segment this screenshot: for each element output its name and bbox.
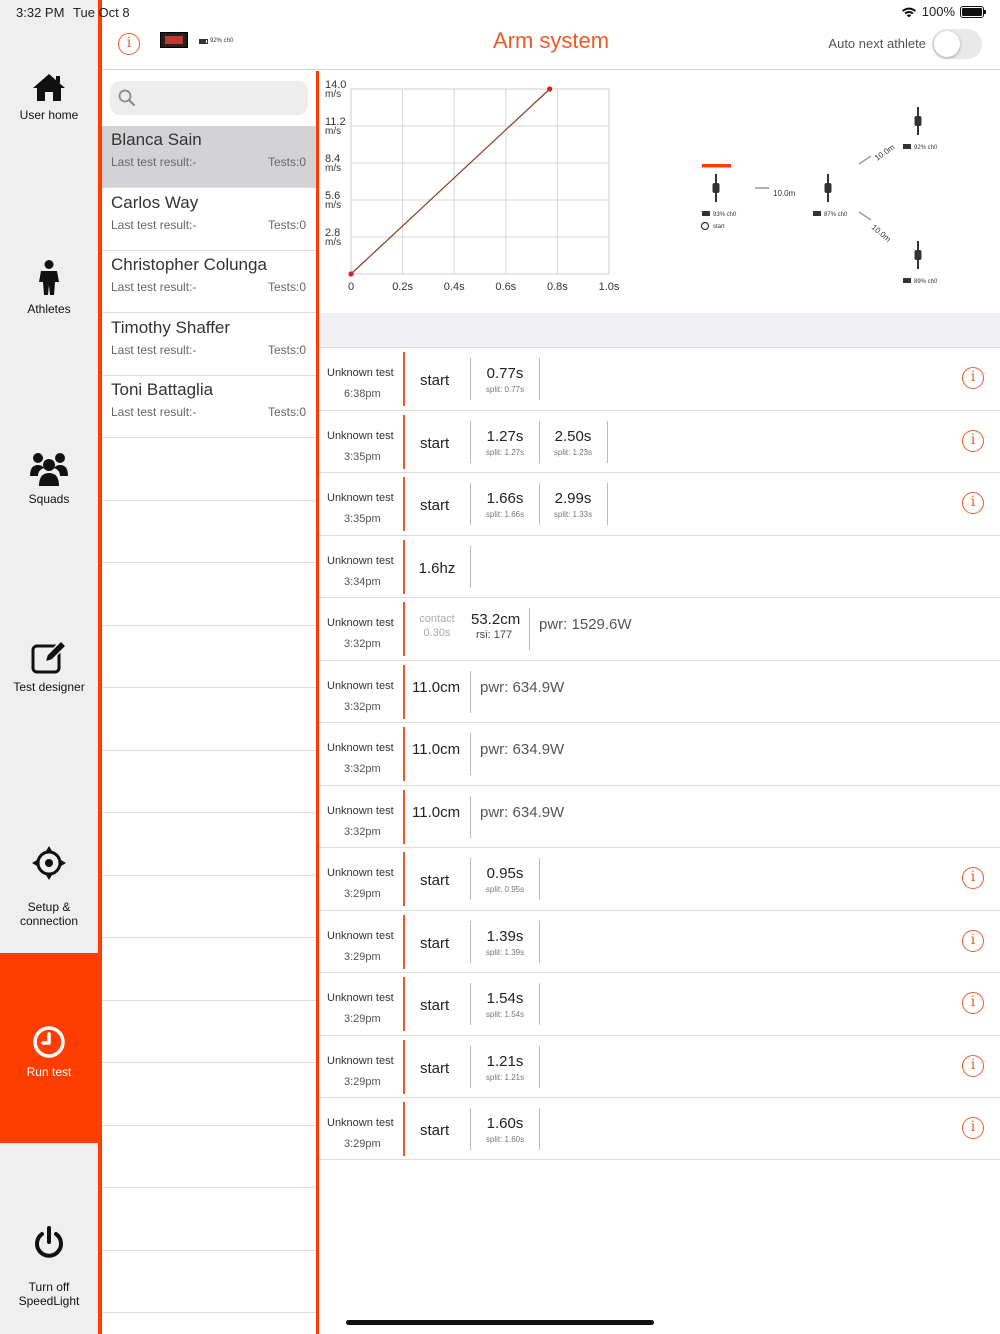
result-row[interactable] xyxy=(319,910,1000,973)
athlete-test-count: Tests:0 xyxy=(267,217,306,232)
athlete-last-result: Last test result:- xyxy=(111,155,197,169)
athlete-row[interactable] xyxy=(102,126,316,188)
result-separator xyxy=(539,1108,540,1150)
home-indicator[interactable] xyxy=(346,1320,654,1325)
result-separator xyxy=(470,546,471,588)
battery-icon xyxy=(903,278,911,283)
result-start-label: start xyxy=(420,497,450,514)
result-row[interactable] xyxy=(319,660,1000,723)
y-tick-unit: m/s xyxy=(325,163,342,174)
result-separator xyxy=(470,671,471,713)
result-separator xyxy=(539,1046,540,1088)
athlete-test-count: Tests:0 xyxy=(267,405,306,419)
result-row[interactable] xyxy=(319,1097,1000,1160)
sidebar-item-user-home[interactable] xyxy=(0,72,98,122)
gate-battery-label: 87% ch0 xyxy=(824,212,848,218)
athlete-test-count: Tests:0 xyxy=(267,342,306,357)
empty-list-row xyxy=(102,876,316,938)
result-test-name: Unknown test xyxy=(327,804,394,817)
result-row[interactable] xyxy=(319,722,1000,785)
result-separator xyxy=(470,358,471,400)
result-split-time: split: 0.95s xyxy=(485,885,525,894)
result-accent-bar xyxy=(403,415,405,469)
result-separator xyxy=(539,983,540,1025)
athlete-row[interactable] xyxy=(102,314,316,376)
crosshair-icon xyxy=(32,846,66,880)
sidebar-item-label: Athletes xyxy=(27,302,71,316)
result-row[interactable] xyxy=(319,347,1000,410)
result-rsi: rsi: 177 xyxy=(476,629,513,641)
wifi-icon xyxy=(901,6,917,18)
result-row[interactable] xyxy=(319,847,1000,910)
result-split-time: split: 1.33s xyxy=(553,510,593,519)
result-time: 3:32pm xyxy=(344,825,381,838)
result-time: 3:32pm xyxy=(344,638,381,650)
result-contact xyxy=(415,612,459,640)
y-tick-value: 5.6 xyxy=(325,190,341,202)
result-start-label: start xyxy=(420,934,450,952)
result-accent-bar xyxy=(403,727,405,781)
distance-label: 10.0m xyxy=(773,189,796,198)
result-separator xyxy=(539,921,540,963)
result-split-time: split: 1.66s xyxy=(485,510,525,519)
result-time: 3:29pm xyxy=(344,1013,381,1025)
distance-line xyxy=(859,212,871,220)
clock-icon xyxy=(32,1025,66,1059)
result-separator xyxy=(470,796,471,838)
battery-icon xyxy=(813,211,821,216)
sidebar-item-label: User home xyxy=(19,108,79,122)
empty-list-row xyxy=(102,1001,316,1063)
y-tick-unit: m/s xyxy=(325,89,342,100)
result-power: pwr: 634.9W xyxy=(480,741,565,758)
empty-list-row xyxy=(102,939,316,1001)
result-accent-bar xyxy=(403,602,405,656)
empty-list-row xyxy=(102,1189,316,1251)
result-start-label: start xyxy=(420,872,450,889)
auto-next-toggle[interactable] xyxy=(932,29,982,59)
gate-start-label: start xyxy=(713,224,725,230)
athlete-last-result: Last test result:- xyxy=(111,217,197,232)
result-accent-bar xyxy=(403,665,405,719)
gate-setup-diagram xyxy=(319,71,1000,313)
result-test-name: Unknown test xyxy=(327,992,394,1004)
result-time: 3:29pm xyxy=(344,950,381,963)
empty-list-row xyxy=(102,564,316,626)
result-separator xyxy=(529,608,530,650)
athlete-row[interactable] xyxy=(102,189,316,251)
result-cumulative-time: 0.95s xyxy=(486,865,524,882)
result-split-time: split: 1.39s xyxy=(485,947,525,957)
result-separator xyxy=(470,921,471,963)
result-separator xyxy=(607,421,608,463)
athlete-name: Christopher Colunga xyxy=(111,255,267,274)
info-icon[interactable]: i xyxy=(118,33,140,55)
athlete-last-result: Last test result:- xyxy=(111,405,197,419)
sidebar-item-run-test[interactable] xyxy=(0,953,98,1143)
athlete-row[interactable] xyxy=(102,376,316,438)
home-icon xyxy=(32,72,66,102)
result-time: 3:32pm xyxy=(344,763,381,775)
result-accent-bar xyxy=(403,852,405,906)
result-info-icon[interactable]: i xyxy=(962,492,984,514)
result-row[interactable] xyxy=(319,472,1000,535)
battery-icon xyxy=(702,211,710,216)
result-separator xyxy=(470,1046,471,1088)
battery-icon xyxy=(903,144,911,149)
result-row[interactable] xyxy=(319,410,1000,473)
result-test-name: Unknown test xyxy=(327,429,394,442)
result-split-time: split: 1.60s xyxy=(485,1135,525,1144)
result-row[interactable] xyxy=(319,597,1000,660)
auto-next-label: Auto next athlete xyxy=(828,36,926,51)
gate-battery-label: 92% ch0 xyxy=(914,145,938,151)
result-separator xyxy=(470,733,471,775)
result-info-icon[interactable]: i xyxy=(962,1055,984,1077)
x-tick-label: 0.8s xyxy=(547,281,568,293)
result-test-name: Unknown test xyxy=(327,492,394,504)
result-height: 11.0cm xyxy=(412,741,461,758)
result-separator xyxy=(470,858,471,900)
result-split-time: split: 0.77s xyxy=(485,385,525,394)
result-accent-bar xyxy=(403,1102,405,1156)
result-accent-bar xyxy=(403,352,405,406)
y-tick-unit: m/s xyxy=(325,237,342,248)
result-split-time: split: 1.23s xyxy=(553,447,593,457)
result-row[interactable] xyxy=(319,1035,1000,1098)
result-contact-label: contact xyxy=(419,613,455,625)
battery-percent: 100% xyxy=(921,4,955,19)
athlete-name: Blanca Sain xyxy=(111,130,202,149)
result-power: pwr: 1529.6W xyxy=(539,616,632,633)
sidebar-item-label: Run test xyxy=(26,1065,72,1079)
athlete-name: Toni Battaglia xyxy=(111,380,214,399)
result-accent-bar xyxy=(403,1040,405,1094)
result-test-name: Unknown test xyxy=(327,1117,394,1129)
result-accent-bar xyxy=(403,790,405,844)
sidebar-item-turn-off[interactable] xyxy=(0,1212,98,1308)
empty-list-row xyxy=(102,439,316,501)
result-accent-bar xyxy=(403,477,405,531)
gate-battery-label: 93% ch0 xyxy=(713,212,737,218)
result-time: 3:29pm xyxy=(344,1075,381,1088)
result-test-name: Unknown test xyxy=(327,679,394,692)
x-tick-label: 0.4s xyxy=(443,281,465,293)
result-cumulative-time: 0.77s xyxy=(486,365,524,382)
result-start-label: start xyxy=(420,997,450,1014)
result-time: 3:35pm xyxy=(344,513,381,525)
result-time: 3:35pm xyxy=(344,450,381,463)
sidebar-item-label: Squads xyxy=(28,492,70,506)
result-info-icon[interactable]: i xyxy=(962,367,984,389)
result-cumulative-time: 1.39s xyxy=(486,927,524,945)
result-separator xyxy=(470,483,471,525)
athlete-test-count: Tests:0 xyxy=(267,155,306,169)
result-height: 11.0cm xyxy=(412,803,461,821)
power-icon xyxy=(33,1226,65,1260)
athlete-list xyxy=(102,71,316,1334)
result-start-label: start xyxy=(420,1122,450,1139)
result-time: 3:34pm xyxy=(344,575,381,588)
result-start-label: start xyxy=(420,372,450,389)
empty-list-row xyxy=(102,1251,316,1313)
sidebar-nav xyxy=(0,0,98,1334)
gate-sensor-icon xyxy=(915,250,922,260)
result-cumulative-time: 1.60s xyxy=(486,1115,524,1132)
result-cumulative-time: 1.66s xyxy=(486,490,524,507)
y-tick-value: 14.0 xyxy=(325,79,347,91)
header xyxy=(102,24,1000,70)
result-test-name: Unknown test xyxy=(327,617,394,629)
result-split-time: split: 1.54s xyxy=(485,1010,525,1019)
result-separator xyxy=(470,421,471,463)
result-contact-time: 0.30s xyxy=(423,627,451,639)
toggle-knob xyxy=(934,31,960,57)
search-input[interactable] xyxy=(110,81,308,115)
result-cumulative-time: 1.21s xyxy=(486,1052,524,1070)
result-separator xyxy=(470,983,471,1025)
sidebar-item-athletes[interactable] xyxy=(0,260,98,316)
result-split-time: split: 1.27s xyxy=(485,447,525,457)
athlete-name: Timothy Shaffer xyxy=(111,317,231,337)
result-height: 11.0cm xyxy=(412,678,461,696)
result-test-name: Unknown test xyxy=(327,742,394,754)
empty-list-row xyxy=(102,814,316,876)
athlete-test-count: Tests:0 xyxy=(267,280,306,294)
result-cumulative-time: 2.99s xyxy=(554,490,592,507)
result-info-icon[interactable]: i xyxy=(962,430,984,452)
result-info-icon[interactable]: i xyxy=(962,930,984,952)
result-separator xyxy=(539,858,540,900)
result-test-name: Unknown test xyxy=(327,929,394,942)
empty-list-row xyxy=(102,1064,316,1126)
sidebar-item-squads[interactable] xyxy=(0,452,98,506)
result-row[interactable] xyxy=(319,535,1000,598)
y-tick-value: 11.2 xyxy=(325,116,346,128)
gate-sensor-icon xyxy=(915,116,922,126)
distance-line xyxy=(859,156,871,164)
result-test-name: Unknown test xyxy=(327,867,394,879)
result-info-icon[interactable]: i xyxy=(962,867,984,889)
result-test-name: Unknown test xyxy=(327,367,394,379)
result-test-name: Unknown test xyxy=(327,554,394,567)
status-time: 3:32 PM xyxy=(16,5,65,20)
result-time: 3:29pm xyxy=(344,888,381,900)
gate-sensor-icon xyxy=(713,183,720,193)
athlete-last-result: Last test result:- xyxy=(111,342,197,357)
gate-battery-label: 89% ch0 xyxy=(914,279,938,285)
search-icon xyxy=(118,89,136,107)
sidebar-item-label: Turn off SpeedLight xyxy=(18,1280,80,1308)
result-start-label: start xyxy=(420,434,450,452)
gate-sensor-icon xyxy=(825,183,832,193)
result-time: 3:29pm xyxy=(344,1138,381,1150)
result-info-icon[interactable]: i xyxy=(962,1117,984,1139)
section-divider xyxy=(319,313,1000,347)
x-tick-label: 0.6s xyxy=(495,281,517,293)
chart-area xyxy=(319,71,1000,313)
status-bar xyxy=(0,0,1000,24)
result-cumulative-time: 1.54s xyxy=(486,990,524,1007)
edit-icon xyxy=(31,640,67,674)
y-tick-value: 2.8 xyxy=(325,227,341,239)
athlete-name: Carlos Way xyxy=(111,192,199,212)
empty-list-row xyxy=(102,626,316,688)
group-icon xyxy=(30,452,68,486)
result-jump-height: 53.2cm xyxy=(471,611,521,628)
result-row[interactable] xyxy=(319,972,1000,1035)
distance-label: 10.0m xyxy=(872,142,897,163)
result-separator xyxy=(539,358,540,400)
result-info-icon[interactable]: i xyxy=(962,992,984,1014)
empty-list-row xyxy=(102,689,316,751)
sidebar-item-label: Test designer xyxy=(13,680,85,694)
person-icon xyxy=(38,260,60,296)
status-date: Tue Oct 8 xyxy=(73,5,130,20)
timer-icon xyxy=(702,223,709,230)
x-tick-label: 0 xyxy=(347,281,355,293)
result-frequency: 1.6hz xyxy=(418,559,456,577)
result-separator xyxy=(470,1108,471,1150)
start-marker xyxy=(702,164,731,168)
result-power: pwr: 634.9W xyxy=(480,678,565,696)
result-cumulative-time: 2.50s xyxy=(554,427,592,445)
page-title: Arm system xyxy=(492,28,610,53)
result-accent-bar xyxy=(403,977,405,1031)
sidebar-item-setup[interactable] xyxy=(0,832,98,928)
result-split-time: split: 1.21s xyxy=(485,1072,525,1082)
result-separator xyxy=(607,483,608,525)
y-tick-unit: m/s xyxy=(325,200,342,211)
result-cumulative-time: 1.27s xyxy=(486,427,524,445)
status-right xyxy=(901,4,984,19)
battery-icon xyxy=(960,6,984,18)
result-start-label: start xyxy=(420,1059,450,1077)
distance-label: 10.0m xyxy=(869,222,893,244)
x-tick-label: 0.2s xyxy=(392,281,413,293)
result-accent-bar xyxy=(403,915,405,969)
result-row[interactable] xyxy=(319,785,1000,848)
sidebar-item-test-designer[interactable] xyxy=(0,640,98,694)
result-test-name: Unknown test xyxy=(327,1054,394,1067)
empty-list-row xyxy=(102,501,316,563)
athlete-last-result: Last test result:- xyxy=(111,280,197,294)
result-time: 6:38pm xyxy=(344,388,381,400)
x-tick-label: 1.0s xyxy=(598,281,620,293)
empty-list-row xyxy=(102,751,316,813)
athlete-row[interactable] xyxy=(102,251,316,313)
sidebar-item-label: Setup & connection xyxy=(19,900,79,928)
y-tick-unit: m/s xyxy=(325,126,342,137)
device-battery-label: 92% ch0 xyxy=(210,38,234,44)
empty-list-row xyxy=(102,1126,316,1188)
result-power: pwr: 634.9W xyxy=(480,803,565,821)
result-time: 3:32pm xyxy=(344,700,381,713)
y-tick-value: 8.4 xyxy=(325,153,341,165)
